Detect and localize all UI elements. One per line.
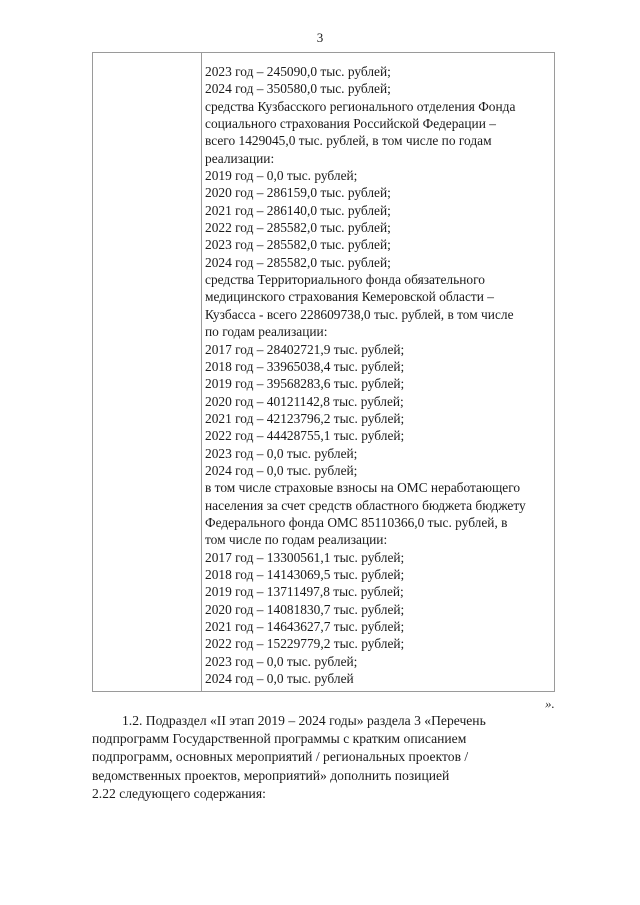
table-line: по годам реализации: [205, 324, 328, 340]
paragraph-line-text: подпрограмм, основных мероприятий / региональных проектов / [92, 749, 469, 765]
table-line: 2023 год – 285582,0 тыс. рублей; [205, 237, 391, 253]
table-line: социального страхования Российской Федерации – [205, 116, 496, 132]
paragraph-line-text: подпрограмм Государственной программы с кратким описанием [92, 731, 467, 747]
table-line: средства Кузбасского регионального отделения Фонда [205, 98, 516, 114]
table-line: всего 1429045,0 тыс. рублей, в том числе по годам [205, 133, 492, 149]
table-line: медицинского страхования Кемеровской области – [205, 289, 494, 305]
paragraph-line [92, 767, 555, 785]
table-line: 2024 год – 350580,0 тыс. рублей; [205, 81, 391, 97]
table-line: 2018 год – 14143069,5 тыс. рублей; [205, 566, 405, 582]
table-line: 2023 год – 245090,0 тыс. рублей; [205, 64, 391, 79]
table-line: 2022 год – 285582,0 тыс. рублей; [205, 220, 391, 236]
table-line: 2023 год – 0,0 тыс. рублей; [205, 653, 358, 669]
table-line: Кузбасса - всего 228609738,0 тыс. рублей, в том числе [205, 306, 514, 322]
paragraph-line-text: ведомственных проектов, мероприятий» дополнить позицией [92, 767, 450, 783]
table-line: 2021 год – 14643627,7 тыс. рублей; [205, 619, 405, 634]
paragraph-line [92, 785, 555, 803]
table-line: 2021 год – 42123796,2 тыс. рублей; [205, 410, 405, 426]
page-number: 3 [316, 30, 324, 45]
table-line: средства Территориального фонда обязательного [205, 272, 485, 288]
table-line: 2021 год – 286140,0 тыс. рублей; [205, 202, 391, 218]
table-line: 2023 год – 0,0 тыс. рублей; [205, 445, 358, 461]
table-line: 2017 год – 28402721,9 тыс. рублей; [205, 341, 405, 357]
closing-quote-mark: ». [545, 696, 555, 711]
table-line: в том числе страховые взносы на ОМС неработающего [205, 480, 521, 496]
table-line: 2018 год – 33965038,4 тыс. рублей; [205, 358, 405, 374]
table-line: Федерального фонда ОМС 85110366,0 тыс. рублей, в [205, 514, 508, 530]
table-line: 2020 год – 40121142,8 тыс. рублей; [205, 393, 404, 409]
table-line: 2024 год – 0,0 тыс. рублей; [205, 462, 358, 478]
table-line: том числе по годам реализации: [205, 532, 388, 548]
table-line: 2020 год – 286159,0 тыс. рублей; [205, 185, 391, 201]
table-line: 2019 год – 39568283,6 тыс. рублей; [205, 376, 405, 392]
table-line: 2024 год – 0,0 тыс. рублей [205, 671, 354, 687]
paragraph-line-text: 1.2. Подраздел «II этап 2019 – 2024 годы» раздела 3 «Перечень [122, 713, 486, 728]
table-line: 2019 год – 13711497,8 тыс. рублей; [205, 584, 404, 600]
table-line: населения за счет средств областного бюджета бюджету [205, 497, 526, 513]
table-line: реализации: [205, 150, 275, 166]
paragraph-line [92, 730, 555, 748]
table-line: 2022 год – 15229779,2 тыс. рублей; [205, 636, 405, 652]
table-line: 2019 год – 0,0 тыс. рублей; [205, 168, 358, 184]
paragraph-line [92, 748, 555, 766]
table-line: 2020 год – 14081830,7 тыс. рублей; [205, 601, 405, 617]
table-line: 2017 год – 13300561,1 тыс. рублей; [205, 549, 405, 565]
amendment-paragraph [92, 712, 555, 803]
table-line: 2022 год – 44428755,1 тыс. рублей; [205, 428, 405, 444]
paragraph-line [92, 712, 555, 730]
paragraph-line-text: 2.22 следующего содержания: [92, 785, 266, 801]
table-column-divider [201, 53, 202, 691]
table-line: 2024 год – 285582,0 тыс. рублей; [205, 254, 391, 270]
financing-cell [205, 63, 553, 687]
financing-table [92, 52, 555, 692]
